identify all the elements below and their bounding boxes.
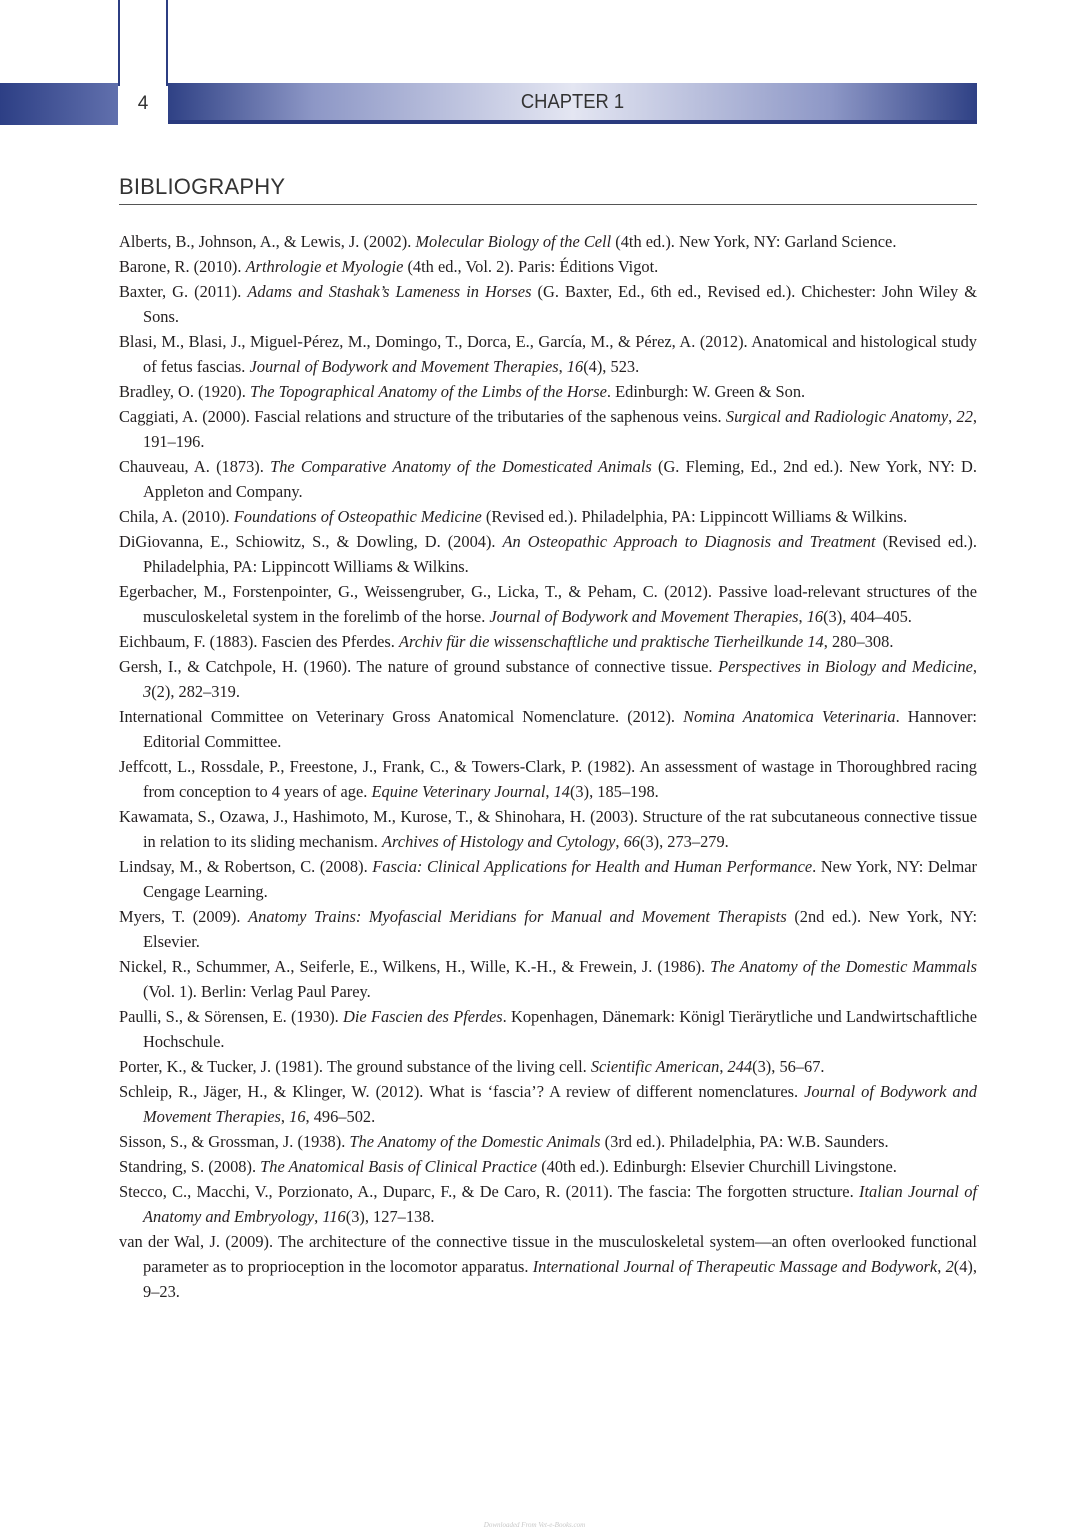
entry-italic-text: Perspectives in Biology and Medicine [718, 657, 973, 676]
entry-text: , 280–308. [823, 632, 894, 651]
entry-italic-text: Journal of Bodywork and Movement Therapies [249, 357, 559, 376]
entry-text: (4), 9–23. [143, 1257, 977, 1301]
entry-italic-text: Molecular Biology of the Cell [415, 232, 612, 251]
entry-italic-text: 116 [322, 1207, 346, 1226]
section-title: BIBLIOGRAPHY [119, 174, 977, 205]
entry-text: . Kopenhagen, Dänemark: Königl Tierärytliche und Landwirtschaftliche Hochschule. [143, 1007, 977, 1051]
entry-text: (3), 185–198. [569, 782, 659, 801]
footer-watermark: Downloaded From Vet-e-Books.com [483, 1521, 586, 1529]
entry-italic-text: Fascia: Clinical Applications for Health and Human Performance [372, 857, 813, 876]
header-rule-left [118, 0, 120, 86]
entry-text: (4), 523. [583, 357, 640, 376]
entry-text: Stecco, C., Macchi, V., Porzionato, A., Duparc, F., & De Caro, R. (2011). The fascia: The forgotten structure. [119, 1182, 859, 1201]
chapter-title: CHAPTER 1 [520, 90, 625, 113]
entry-text: (Vol. 1). Berlin: Verlag Paul Parey. [143, 982, 371, 1001]
entry-text: Barone, R. (2010). [119, 257, 246, 276]
bibliography-entry [119, 529, 977, 579]
entry-italic-text: 14 [553, 782, 570, 801]
entry-italic-text: Journal of Bodywork and Movement Therapies [143, 1082, 977, 1126]
entry-text: Schleip, R., Jäger, H., & Klinger, W. (2012). What is ‘fascia’? A review of different nomenclatures. [119, 1082, 805, 1101]
entry-italic-text: Scientific American [590, 1057, 720, 1076]
header-rule-right [166, 0, 168, 86]
entry-text: Paulli, S., & Sörensen, E. (1930). [119, 1007, 344, 1026]
entry-text: , [972, 657, 977, 676]
bibliography-entry [119, 1004, 977, 1054]
bibliography-entry [119, 754, 977, 804]
bibliography-entry [119, 379, 977, 404]
entry-text: (3), 404–405. [823, 607, 912, 626]
entry-text: International Committee on Veterinary Gross Anatomical Nomenclature. (2012). [119, 707, 684, 726]
entry-italic-text: Italian Journal of Anatomy and Embryology [143, 1182, 978, 1226]
entry-text: (4th ed., Vol. 2). Paris: Éditions Vigot. [403, 257, 659, 276]
entry-text: , [948, 407, 957, 426]
entry-text: (Revised ed.). Philadelphia, PA: Lippincott Williams & Wilkins. [143, 532, 977, 576]
header-band-left [0, 83, 118, 125]
entry-italic-text: Archives of Histology and Cytology [382, 832, 616, 851]
entry-text: Kawamata, S., Ozawa, J., Hashimoto, M., Kurose, T., & Shinohara, H. (2003). Structure of the rat subcutaneous connective tissue in relation to its sliding mechanism. [119, 807, 977, 851]
bibliography-entry [119, 1054, 977, 1079]
bibliography-entry [119, 654, 977, 704]
bibliography-entry [119, 579, 977, 629]
entry-italic-text: Archiv für die wissenschaftliche und praktische Tierheilkunde 14 [399, 632, 824, 651]
entry-italic-text: Equine Veterinary Journal [371, 782, 546, 801]
page-number: 4 [137, 93, 149, 114]
bibliography-entry [119, 854, 977, 904]
bibliography-entry [119, 404, 977, 454]
entry-italic-text: International Journal of Therapeutic Massage and Bodywork [532, 1257, 938, 1276]
entry-text: , [558, 357, 567, 376]
entry-italic-text: 66 [623, 832, 640, 851]
entry-italic-text: The Topographical Anatomy of the Limbs of the Horse [249, 382, 607, 401]
entry-text: (2), 282–319. [151, 682, 240, 701]
entry-italic-text: 22 [956, 407, 973, 426]
entry-text: Alberts, B., Johnson, A., & Lewis, J. (2002). [119, 232, 416, 251]
entry-text: , [798, 607, 807, 626]
entry-text: Blasi, M., Blasi, J., Miguel-Pérez, M., Domingo, T., Dorca, E., García, M., & Pérez, A. (2012). Anatomical and histological study of fetus fascias. [119, 332, 977, 376]
entry-italic-text: An Osteopathic Approach to Diagnosis and Treatment [502, 532, 876, 551]
entry-text: Baxter, G. (2011). [119, 282, 248, 301]
entry-text: (2nd ed.). New York, NY: Elsevier. [143, 907, 977, 951]
entry-text: . Edinburgh: W. Green & Son. [606, 382, 806, 401]
entry-text: van der Wal, J. (2009). The architecture of the connective tissue in the musculoskeletal system—an often overlooked functional parameter as to proprioception in the locomotor apparatus. [119, 1232, 977, 1276]
entry-italic-text: 16 [289, 1107, 306, 1126]
entry-text: , [615, 832, 624, 851]
entry-text: (G. Fleming, Ed., 2nd ed.). New York, NY: D. Appleton and Company. [143, 457, 977, 501]
entry-text: , [719, 1057, 728, 1076]
bibliography-entry [119, 229, 977, 254]
entry-text: Chila, A. (2010). [119, 507, 234, 526]
bibliography-entry [119, 1079, 977, 1129]
entry-text: , [314, 1207, 323, 1226]
bibliography-entry [119, 1229, 977, 1304]
entry-text: (40th ed.). Edinburgh: Elsevier Churchill Livingstone. [537, 1157, 897, 1176]
entry-text: (3), 56–67. [752, 1057, 825, 1076]
entry-italic-text: 16 [806, 607, 824, 626]
entry-italic-text: The Comparative Anatomy of the Domesticated Animals [270, 457, 652, 476]
bibliography-entry [119, 254, 977, 279]
entry-text: , 191–196. [143, 407, 977, 451]
entry-text: Chauveau, A. (1873). [119, 457, 271, 476]
entry-text: (Revised ed.). Philadelphia, PA: Lippincott Williams & Wilkins. [481, 507, 908, 526]
entry-text: Myers, T. (2009). [119, 907, 249, 926]
entry-italic-text: Surgical and Radiologic Anatomy [725, 407, 949, 426]
entry-text: , 496–502. [305, 1107, 376, 1126]
bibliography-entry [119, 904, 977, 954]
entry-text: Jeffcott, L., Rossdale, P., Freestone, J., Frank, C., & Towers-Clark, P. (1982). An assessment of wastage in Thoroughbred racing from conception to 4 years of age. [119, 757, 977, 801]
entry-text: , [280, 1107, 290, 1126]
bibliography-list [119, 229, 977, 1304]
entry-text: (G. Baxter, Ed., 6th ed., Revised ed.). Chichester: John Wiley & Sons. [143, 282, 978, 326]
entry-text: Nickel, R., Schummer, A., Seiferle, E., Wilkens, H., Wille, K.-H., & Frewein, J. (1986). [119, 957, 711, 976]
entry-text: Bradley, O. (1920). [119, 382, 250, 401]
entry-italic-text: Nomina Anatomica Veterinaria [683, 707, 896, 726]
bibliography-entry [119, 1129, 977, 1154]
entry-italic-text: Foundations of Osteopathic Medicine [233, 507, 482, 526]
entry-italic-text: 3 [143, 682, 152, 701]
entry-italic-text: The Anatomy of the Domestic Mammals [710, 957, 977, 976]
entry-italic-text: 16 [566, 357, 584, 376]
entry-italic-text: 2 [945, 1257, 954, 1276]
entry-text: (3), 127–138. [345, 1207, 435, 1226]
entry-text: Lindsay, M., & Robertson, C. (2008). [119, 857, 373, 876]
bibliography-entry [119, 629, 977, 654]
entry-text: Caggiati, A. (2000). Fascial relations and structure of the tributaries of the saphenous veins. [119, 407, 726, 426]
bibliography-entry [119, 329, 977, 379]
entry-italic-text: Adams and Stashak’s Lameness in Horses [247, 282, 532, 301]
entry-italic-text: Anatomy Trains: Myofascial Meridians for Manual and Movement Therapists [248, 907, 787, 926]
entry-italic-text: The Anatomical Basis of Clinical Practice [260, 1157, 538, 1176]
entry-italic-text: Die Fascien des Pferdes [343, 1007, 503, 1026]
entry-text: . New York, NY: Delmar Cengage Learning. [143, 857, 978, 901]
entry-text: Eichbaum, F. (1883). Fascien des Pferdes. [119, 632, 400, 651]
bibliography-entry [119, 704, 977, 754]
entry-text: (3rd ed.). Philadelphia, PA: W.B. Saunders. [600, 1132, 889, 1151]
bibliography-entry [119, 1154, 977, 1179]
bibliography-entry [119, 954, 977, 1004]
entry-text: , [545, 782, 554, 801]
entry-italic-text: Arthrologie et Myologie [245, 257, 404, 276]
entry-italic-text: Journal of Bodywork and Movement Therapies [489, 607, 799, 626]
bibliography-entry [119, 454, 977, 504]
bibliography-entry [119, 1179, 977, 1229]
header-band-underline [168, 120, 977, 124]
entry-text: Porter, K., & Tucker, J. (1981). The ground substance of the living cell. [119, 1057, 591, 1076]
entry-text: Standring, S. (2008). [119, 1157, 261, 1176]
entry-text: (3), 273–279. [639, 832, 729, 851]
entry-text: . Hannover: Editorial Committee. [143, 707, 977, 751]
entry-italic-text: 244 [727, 1057, 753, 1076]
entry-text: DiGiovanna, E., Schiowitz, S., & Dowling, D. (2004). [119, 532, 503, 551]
bibliography-entry [119, 804, 977, 854]
entry-text: Gersh, I., & Catchpole, H. (1960). The nature of ground substance of connective tissue. [119, 657, 719, 676]
entry-text: Sisson, S., & Grossman, J. (1938). [119, 1132, 350, 1151]
entry-text: , [937, 1257, 946, 1276]
entry-italic-text: The Anatomy of the Domestic Animals [349, 1132, 601, 1151]
bibliography-entry [119, 279, 977, 329]
bibliography-entry [119, 504, 977, 529]
entry-text: (4th ed.). New York, NY: Garland Science. [611, 232, 897, 251]
entry-text: Egerbacher, M., Forstenpointer, G., Weissengruber, G., Licka, T., & Peham, C. (2012). Passive load-relevant structures of the musculoskeletal system in the forelimb of the horse. [119, 582, 977, 626]
